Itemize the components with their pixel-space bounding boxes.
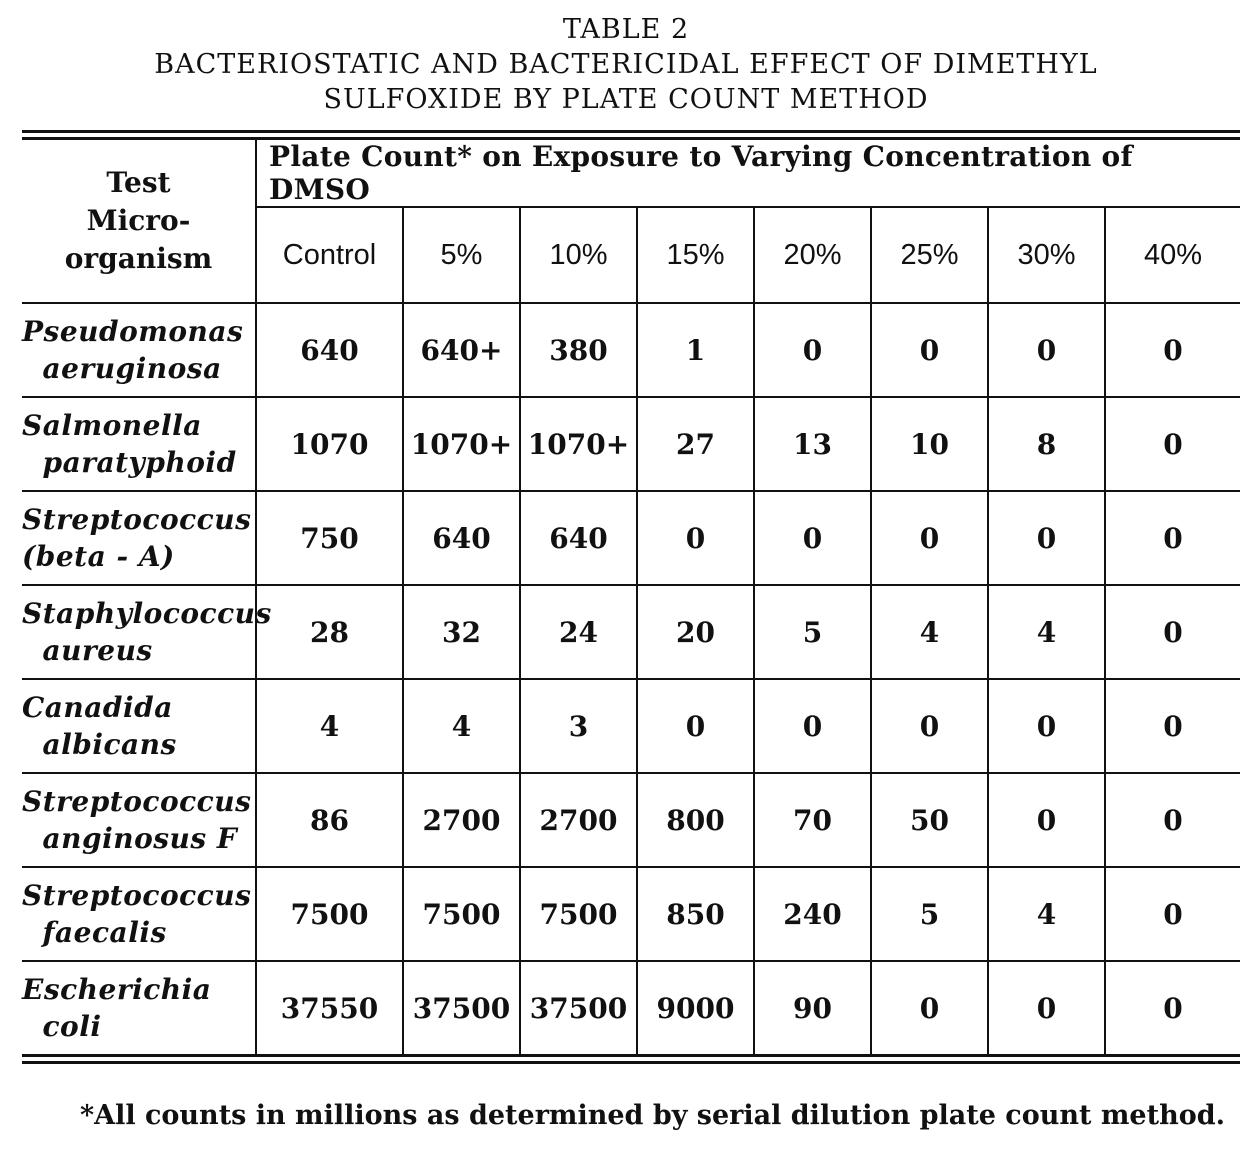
- column-header: 40%: [1105, 207, 1240, 303]
- plate-count-cell: 37500: [520, 961, 637, 1054]
- table-row: [22, 679, 1240, 773]
- plate-count-cell: 24: [520, 585, 637, 679]
- plate-count-cell: 0: [1105, 585, 1240, 679]
- plate-count-cell: 0: [871, 961, 988, 1054]
- plate-count-cell: 0: [1105, 961, 1240, 1054]
- plate-count-cell: 0: [988, 303, 1105, 397]
- column-header: 10%: [520, 207, 637, 303]
- plate-count-cell: 0: [754, 491, 871, 585]
- organism-column-header-text: Test Micro- organism: [64, 166, 213, 275]
- table-row: [22, 867, 1240, 961]
- plate-count-cell: 86: [256, 773, 403, 867]
- plate-count-cell: 5: [871, 867, 988, 961]
- column-header: 5%: [403, 207, 520, 303]
- data-table-container: [22, 130, 1240, 1064]
- table-title: [0, 12, 1252, 117]
- plate-count-cell: 1070+: [520, 397, 637, 491]
- plate-count-cell: 4: [403, 679, 520, 773]
- plate-count-cell: 0: [1105, 679, 1240, 773]
- plate-count-cell: 0: [1105, 397, 1240, 491]
- plate-count-cell: 4: [256, 679, 403, 773]
- organism-name-cell: Streptococcus anginosus F: [22, 773, 256, 867]
- plate-count-table: [22, 140, 1240, 1054]
- plate-count-cell: 0: [871, 491, 988, 585]
- plate-count-cell: 7500: [520, 867, 637, 961]
- organism-name-cell: Pseudomonas aeruginosa: [22, 303, 256, 397]
- plate-count-cell: 7500: [256, 867, 403, 961]
- column-header: Control: [256, 207, 403, 303]
- bottom-double-rule: [22, 1054, 1240, 1064]
- plate-count-cell: 50: [871, 773, 988, 867]
- plate-count-cell: 10: [871, 397, 988, 491]
- plate-count-cell: 5: [754, 585, 871, 679]
- plate-count-cell: 28: [256, 585, 403, 679]
- plate-count-cell: 2700: [403, 773, 520, 867]
- plate-count-cell: 1070: [256, 397, 403, 491]
- plate-count-cell: 37500: [403, 961, 520, 1054]
- organism-column-header: [22, 140, 256, 303]
- plate-count-cell: 640: [256, 303, 403, 397]
- column-header: 25%: [871, 207, 988, 303]
- plate-count-cell: 380: [520, 303, 637, 397]
- plate-count-cell: 0: [1105, 491, 1240, 585]
- column-header: 20%: [754, 207, 871, 303]
- plate-count-cell: 7500: [403, 867, 520, 961]
- plate-count-cell: 0: [754, 303, 871, 397]
- plate-count-cell: 20: [637, 585, 754, 679]
- table-row: [22, 303, 1240, 397]
- plate-count-cell: 0: [1105, 303, 1240, 397]
- plate-count-cell: 8: [988, 397, 1105, 491]
- footnote: *All counts in millions as determined by serial dilution plate count method.: [80, 1100, 1225, 1131]
- plate-count-cell: 4: [871, 585, 988, 679]
- organism-name-cell: Escherichia coli: [22, 961, 256, 1054]
- plate-count-cell: 3: [520, 679, 637, 773]
- organism-name-cell: Staphylococcus aureus: [22, 585, 256, 679]
- plate-count-cell: 0: [637, 679, 754, 773]
- organism-name-cell: Canadida albicans: [22, 679, 256, 773]
- plate-count-cell: 1070+: [403, 397, 520, 491]
- plate-count-cell: 0: [1105, 773, 1240, 867]
- plate-count-cell: 240: [754, 867, 871, 961]
- plate-count-cell: 640: [520, 491, 637, 585]
- plate-count-cell: 9000: [637, 961, 754, 1054]
- column-header: 15%: [637, 207, 754, 303]
- plate-count-cell: 0: [988, 961, 1105, 1054]
- plate-count-cell: 0: [988, 773, 1105, 867]
- plate-count-cell: 2700: [520, 773, 637, 867]
- plate-count-cell: 13: [754, 397, 871, 491]
- plate-count-cell: 0: [1105, 867, 1240, 961]
- plate-count-cell: 0: [988, 679, 1105, 773]
- plate-count-cell: 800: [637, 773, 754, 867]
- table-title-line-1: BACTERIOSTATIC AND BACTERICIDAL EFFECT OF DIMETHYL: [154, 49, 1098, 80]
- plate-count-cell: 0: [988, 491, 1105, 585]
- table-title-number: TABLE 2: [562, 14, 690, 45]
- table-row: [22, 961, 1240, 1054]
- plate-count-cell: 27: [637, 397, 754, 491]
- table-body: [22, 303, 1240, 1054]
- plate-count-cell: 0: [754, 679, 871, 773]
- plate-count-cell: 70: [754, 773, 871, 867]
- plate-count-cell: 640: [403, 491, 520, 585]
- plate-count-cell: 0: [637, 491, 754, 585]
- plate-count-cell: 37550: [256, 961, 403, 1054]
- column-header: 30%: [988, 207, 1105, 303]
- plate-count-cell: 1: [637, 303, 754, 397]
- plate-count-cell: 640+: [403, 303, 520, 397]
- top-double-rule: [22, 130, 1240, 140]
- plate-count-cell: 0: [871, 303, 988, 397]
- table-row: [22, 397, 1240, 491]
- plate-count-cell: 4: [988, 867, 1105, 961]
- plate-count-cell: 4: [988, 585, 1105, 679]
- plate-count-cell: 0: [871, 679, 988, 773]
- concentration-span-header: Plate Count* on Exposure to Varying Concentration of DMSO: [256, 140, 1240, 207]
- plate-count-cell: 32: [403, 585, 520, 679]
- table-row: [22, 491, 1240, 585]
- organism-name-cell: Salmonella paratyphoid: [22, 397, 256, 491]
- plate-count-cell: 90: [754, 961, 871, 1054]
- table-row: [22, 585, 1240, 679]
- table-row: [22, 773, 1240, 867]
- organism-name-cell: Streptococcus (beta - A): [22, 491, 256, 585]
- organism-name-cell: Streptococcus faecalis: [22, 867, 256, 961]
- plate-count-cell: 750: [256, 491, 403, 585]
- plate-count-cell: 850: [637, 867, 754, 961]
- table-title-line-2: SULFOXIDE BY PLATE COUNT METHOD: [323, 84, 929, 115]
